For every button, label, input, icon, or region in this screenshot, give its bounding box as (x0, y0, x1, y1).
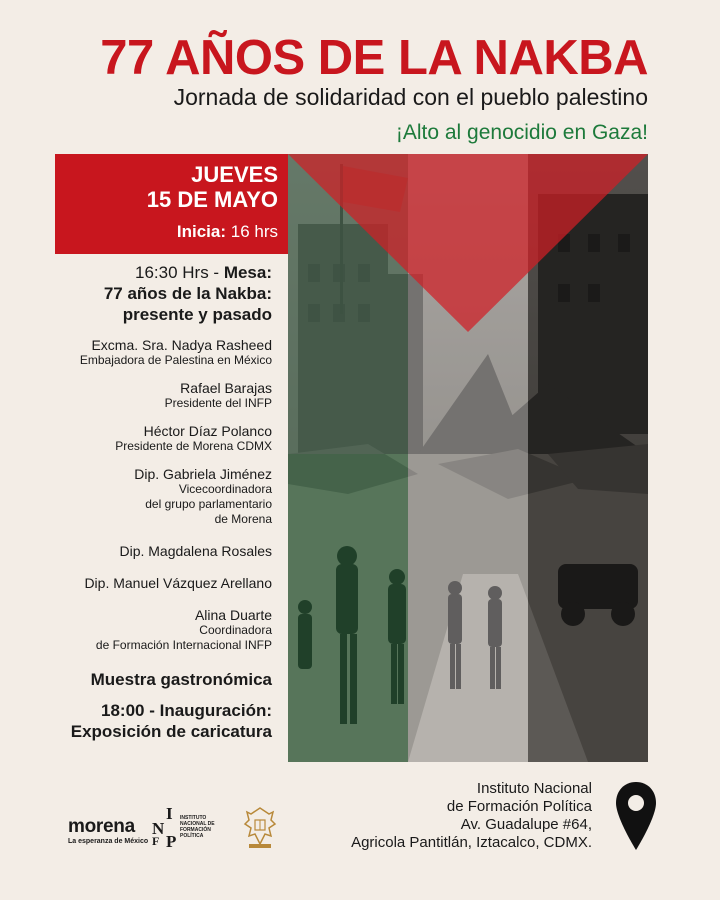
speaker-role: Embajadora de Palestina en México (79, 353, 272, 367)
morena-wordmark: morena (68, 816, 135, 837)
venue-line-1: Instituto Nacional (476, 780, 592, 797)
gastronomy-item: Muestra gastronómica (90, 670, 272, 689)
infp-text (180, 815, 215, 839)
mesa-title-line-1: 77 años de la Nakba: (103, 284, 272, 303)
mesa-label: Mesa: (223, 263, 272, 282)
venue-line-4: Agricola Pantitlán, Iztacalco, CDMX. (351, 834, 592, 851)
speaker-name: Dip. Gabriela Jiménez (134, 466, 272, 482)
event-title: 77 AÑOS DE LA NAKBA (100, 31, 648, 85)
venue-line-3: Av. Guadalupe #64, (460, 816, 592, 833)
speaker-item (40, 576, 272, 591)
speaker-item (40, 544, 272, 559)
infp-text-line: NACIONAL DE (180, 821, 215, 827)
speaker-item (40, 424, 272, 454)
palestine-seal-icon (243, 806, 277, 855)
location-pin-icon (614, 780, 658, 857)
speaker-name: Héctor Díaz Polanco (143, 423, 272, 439)
infp-letter-i: I (166, 804, 173, 823)
inauguration-title: Exposición de caricatura (70, 722, 272, 741)
infp-text-line: POLÍTICA (180, 833, 204, 839)
mesa-heading (40, 262, 272, 283)
speaker-item (40, 338, 272, 368)
infp-letter-n: N (152, 819, 165, 838)
speaker-role: Vicecoordinadora (178, 482, 272, 496)
event-date: 15 DE MAYO (146, 187, 278, 212)
speaker-name: Alina Duarte (194, 607, 272, 623)
speaker-name: Dip. Magdalena Rosales (119, 543, 272, 559)
event-day: JUEVES (191, 162, 278, 187)
start-time (55, 222, 278, 242)
inauguration-time: 18:00 - Inauguración: (101, 701, 272, 720)
infp-letter-f: F (152, 834, 160, 848)
morena-tagline: La esperanza de México (68, 838, 149, 845)
venue-line-2: de Formación Política (446, 798, 592, 815)
mesa-title-line-2: presente y pasado (122, 305, 272, 324)
venue-address (351, 780, 592, 852)
infp-logo (152, 804, 232, 852)
speaker-name: Rafael Barajas (180, 380, 272, 396)
start-time-value: 16 hrs (230, 222, 278, 241)
infp-text-line: INSTITUTO (180, 815, 207, 821)
speaker-role: del grupo parlamentario (145, 497, 272, 511)
speaker-role: de Morena (214, 512, 272, 526)
start-label: Inicia: (176, 222, 227, 241)
mesa-time: 16:30 Hrs - (135, 263, 224, 282)
poster-photo (288, 154, 648, 762)
speaker-role: de Formación Internacional INFP (95, 638, 272, 652)
program-list (40, 262, 272, 742)
speaker-role: Presidente del INFP (164, 396, 272, 410)
speaker-item (40, 381, 272, 411)
speaker-name: Excma. Sra. Nadya Rasheed (91, 337, 272, 353)
speaker-item (40, 467, 272, 527)
date-block (55, 154, 288, 254)
speaker-role: Presidente de Morena CDMX (115, 439, 272, 453)
mesa-title-2 (40, 304, 272, 325)
speaker-item (40, 608, 272, 653)
speaker-name: Dip. Manuel Vázquez Arellano (84, 575, 272, 591)
event-slogan: ¡Alto al genocidio en Gaza! (395, 121, 648, 144)
infp-letter-p: P (166, 832, 177, 851)
mesa-title-1 (40, 283, 272, 304)
morena-logo (68, 817, 148, 845)
event-subtitle: Jornada de solidaridad con el pueblo palestino (173, 84, 648, 110)
infp-text-line: FORMACIÓN (180, 827, 211, 833)
speaker-role: Coordinadora (199, 623, 272, 637)
